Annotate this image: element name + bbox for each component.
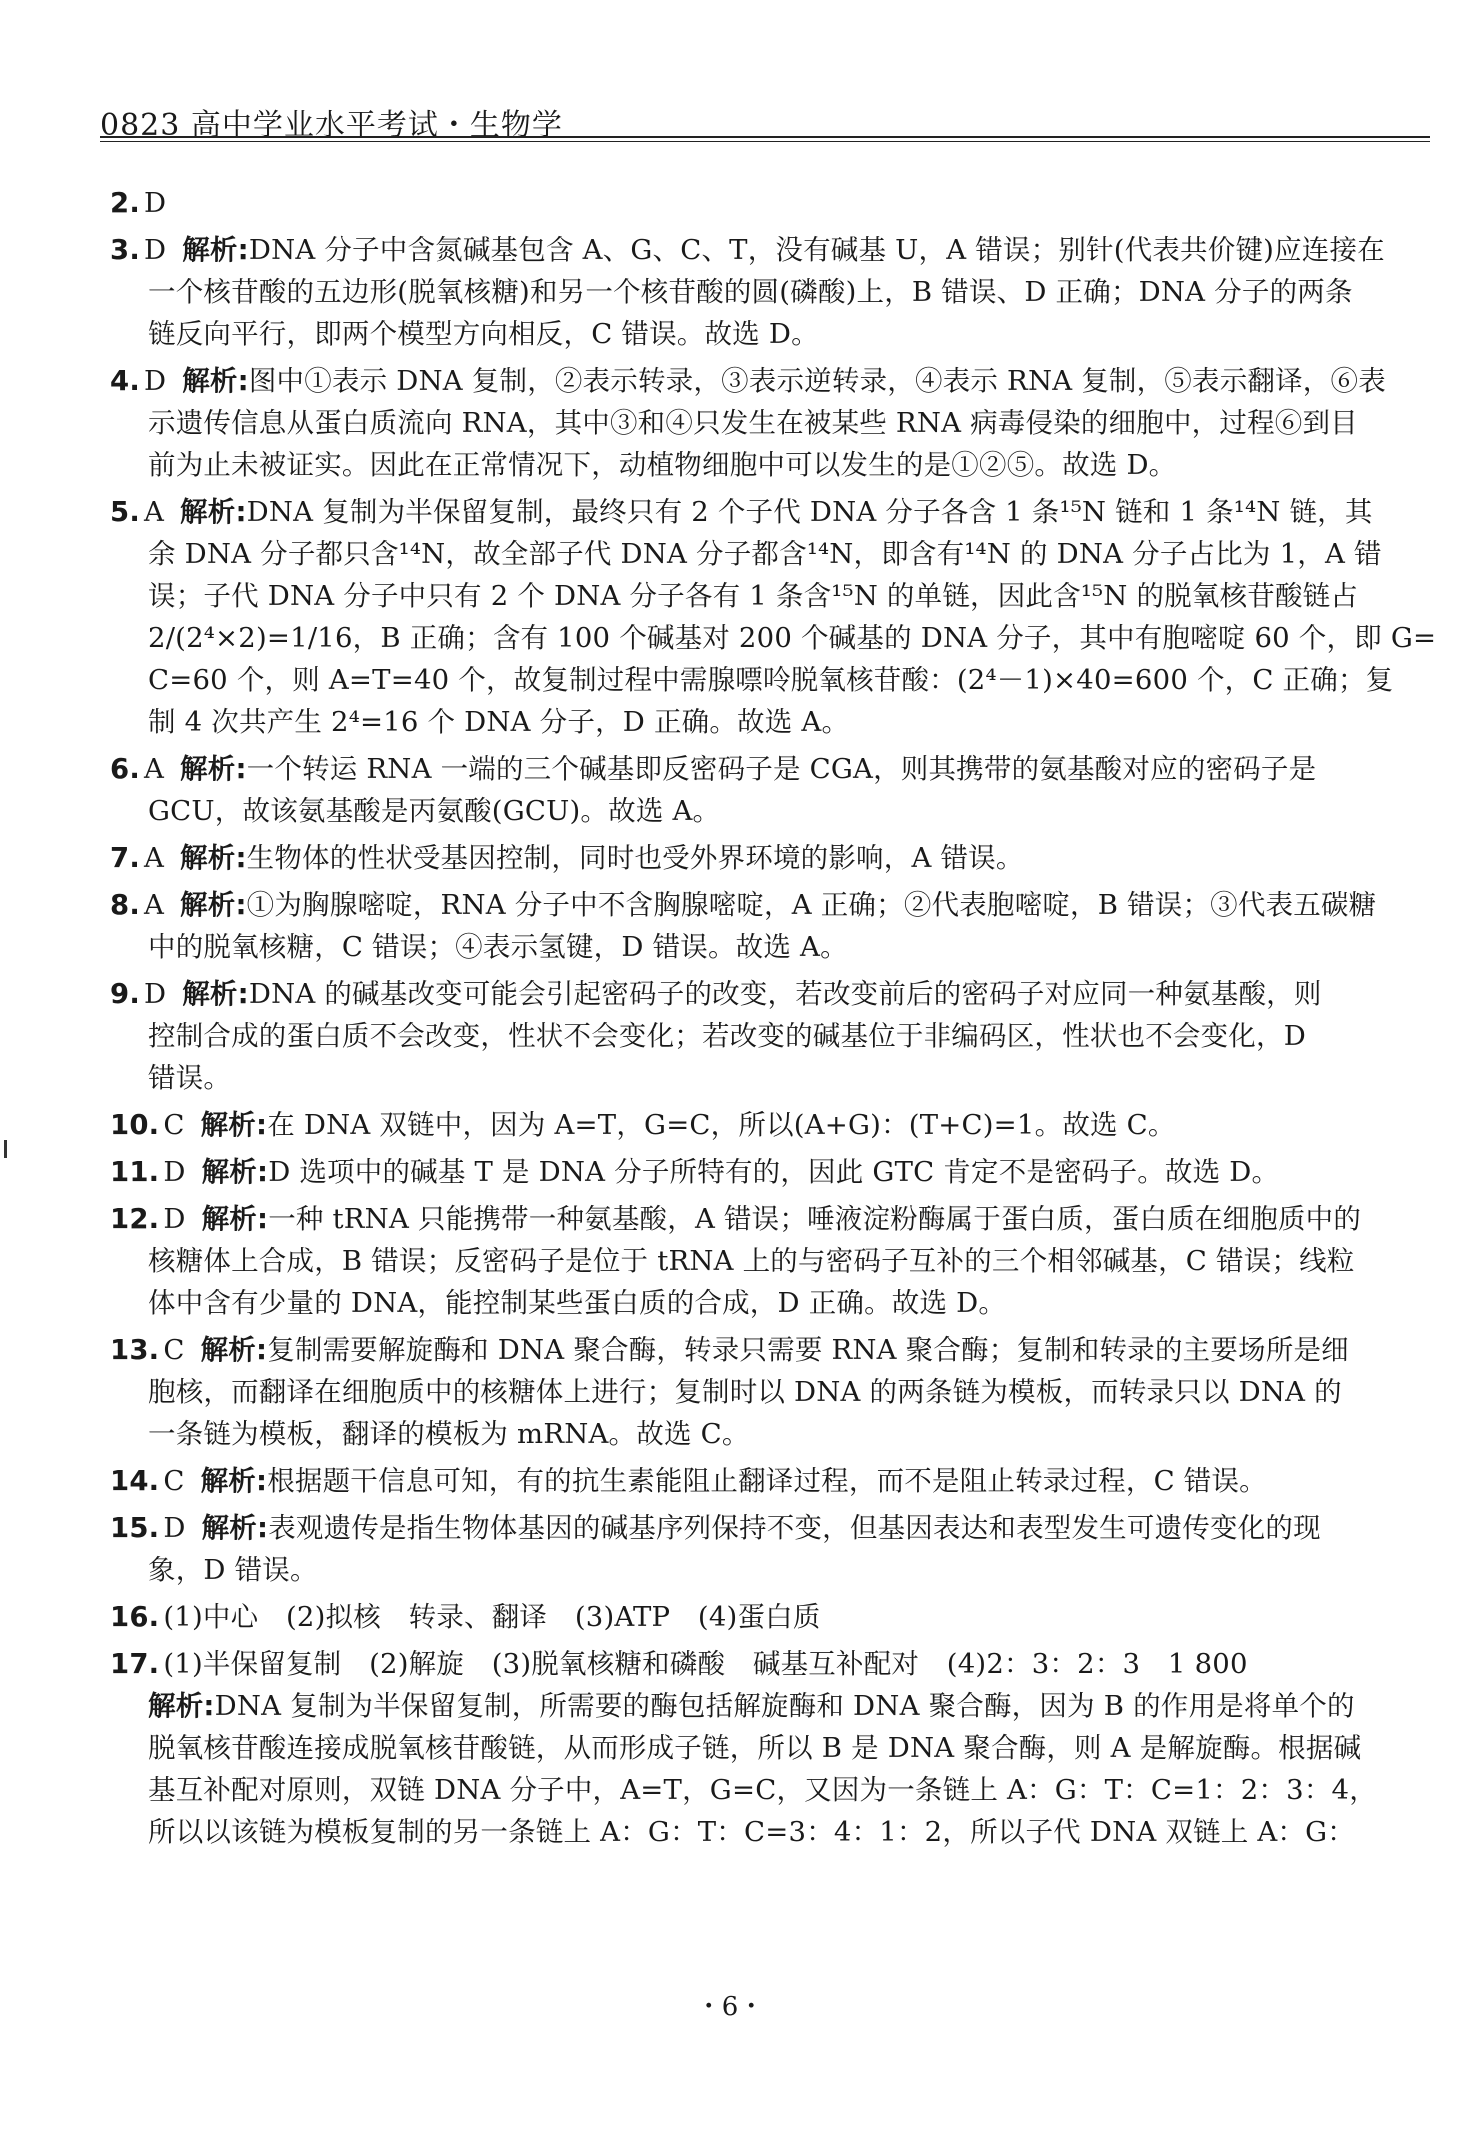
item-number: 13. [110,1334,160,1366]
explanation-line: DNA 分子中含氮碱基包含 A、G、C、T，没有碱基 U，A 错误；别针(代表共价键)应连接在 [248,234,1385,266]
explanation-label: 解析: [200,1465,268,1497]
item-answer: D [163,1512,186,1544]
item-answer: D [143,365,167,397]
explanation-line: 一种 tRNA 只能携带一种氨基酸，A 错误；唾液淀粉酶属于蛋白质，蛋白质在细胞质中的 [268,1203,1362,1235]
page-header: 0823 高中学业水平考试・生物学 [100,108,563,143]
explanation-line: C=60 个，则 A=T=40 个，故复制过程中需腺嘌呤脱氧核苷酸：(2⁴－1)×40=600 个，C 正确；复 [148,664,1394,696]
answer-item [110,1151,1450,1193]
explanation-line: 一个转运 RNA 一端的三个碱基即反密码子是 CGA，则其携带的氨基酸对应的密码子是 [246,753,1317,785]
item-answer: C [163,1465,185,1497]
item-number: 7. [110,842,140,874]
item-answer: A [143,889,165,921]
answer-item [110,1460,1450,1502]
item-answer: A [143,496,165,528]
item-answer: (1)半保留复制 (2)解旋 (3)脱氧核糖和磷酸 碱基互补配对 (4)2：3：2：3 1 800 [163,1648,1248,1680]
explanation-line: 生物体的性状受基因控制，同时也受外界环境的影响，A 错误。 [246,842,1024,874]
answer-item [110,1643,1450,1853]
item-number: 4. [110,365,140,397]
explanation-label: 解析: [182,365,249,397]
answer-item [110,748,1450,832]
item-answer: C [163,1109,185,1141]
explanation-line: 前为止未被证实。因此在正常情况下，动植物细胞中可以发生的是①②⑤。故选 D。 [148,449,1177,481]
item-number: 6. [110,753,140,785]
item-number: 12. [110,1203,160,1235]
explanation-line: 象，D 错误。 [148,1554,318,1586]
header-rule-thick [100,136,1430,138]
answer-item [110,1507,1450,1591]
answer-item [110,884,1450,968]
answer-item [110,1198,1450,1324]
explanation-line: 中的脱氧核糖，C 错误；④表示氢键，D 错误。故选 A。 [148,931,848,963]
item-answer: D [143,187,167,219]
explanation-label: 解析: [180,842,247,874]
explanation-line: GCU，故该氨基酸是丙氨酸(GCU)。故选 A。 [148,795,721,827]
explanation-line: DNA 的碱基改变可能会引起密码子的改变，若改变前后的密码子对应同一种氨基酸，则 [248,978,1322,1010]
explanation-label: 解析: [201,1156,269,1188]
explanation-line: 所以以该链为模板复制的另一条链上 A：G：T：C=3：4：1：2，所以子代 DNA 双链上 A：G： [148,1816,1355,1848]
explanation-label: 解析: [201,1512,269,1544]
header-rule-thin [100,141,1430,142]
explanation-label: 解析: [180,753,247,785]
explanation-line: 图中①表示 DNA 复制，②表示转录，③表示逆转录，④表示 RNA 复制，⑤表示翻译，⑥表 [248,365,1386,397]
page-number: ・6・ [695,1992,765,2022]
item-number: 17. [110,1648,160,1680]
explanation-line: DNA 复制为半保留复制，最终只有 2 个子代 DNA 分子各含 1 条¹⁵N 链和 1 条¹⁴N 链，其 [246,496,1373,528]
explanation-line: D 选项中的碱基 T 是 DNA 分子所特有的，因此 GTC 肯定不是密码子。故选 D。 [268,1156,1280,1188]
explanation-label: 解析: [200,1109,268,1141]
explanation-line: 核糖体上合成，B 错误；反密码子是位于 tRNA 上的与密码子互补的三个相邻碱基，C 错误；线粒 [148,1245,1355,1277]
explanation-label: 解析: [182,978,249,1010]
explanation-line: 余 DNA 分子都只含¹⁴N，故全部子代 DNA 分子都含¹⁴N，即含有¹⁴N 的 DNA 分子占比为 1，A 错 [148,538,1382,570]
answer-item [110,1596,1450,1638]
explanation-line: 在 DNA 双链中，因为 A=T，G=C，所以(A+G)：(T+C)=1。故选 C。 [267,1109,1176,1141]
answer-item [110,491,1450,743]
explanation-line: 制 4 次共产生 2⁴=16 个 DNA 分子，D 正确。故选 A。 [148,706,850,738]
item-answer: D [163,1203,186,1235]
explanation-line: 错误。 [148,1062,232,1094]
item-number: 14. [110,1465,160,1497]
explanation-line: DNA 复制为半保留复制，所需要的酶包括解旋酶和 DNA 聚合酶，因为 B 的作用是将单个的 [214,1690,1355,1722]
explanation-line: 表观遗传是指生物体基因的碱基序列保持不变，但基因表达和表型发生可遗传变化的现 [268,1512,1321,1544]
explanation-line: 根据题干信息可知，有的抗生素能阻止翻译过程，而不是阻止转录过程，C 错误。 [267,1465,1267,1497]
explanation-line: 复制需要解旋酶和 DNA 聚合酶，转录只需要 RNA 聚合酶；复制和转录的主要场所是细 [267,1334,1349,1366]
explanation-first-line [110,1685,1450,1727]
answer-item [110,837,1450,879]
item-answer: A [143,842,165,874]
answer-item [110,1329,1450,1455]
explanation-line: 一条链为模板，翻译的模板为 mRNA。故选 C。 [148,1418,750,1450]
explanation-line: 一个核苷酸的五边形(脱氧核糖)和另一个核苷酸的圆(磷酸)上，B 错误、D 正确；DNA 分子的两条 [148,276,1353,308]
explanation-line: 体中含有少量的 DNA，能控制某些蛋白质的合成，D 正确。故选 D。 [148,1287,1007,1319]
item-number: 10. [110,1109,160,1141]
explanation-line: 控制合成的蛋白质不会改变，性状不会变化；若改变的碱基位于非编码区，性状也不会变化，D [148,1020,1306,1052]
item-number: 15. [110,1512,160,1544]
item-number: 2. [110,187,140,219]
answer-content [110,182,1450,1858]
item-number: 3. [110,234,140,266]
explanation-line: ①为胸腺嘧啶，RNA 分子中不含胸腺嘧啶，A 正确；②代表胞嘧啶，B 错误；③代表五碳糖 [246,889,1377,921]
item-number: 16. [110,1601,160,1633]
item-answer: D [163,1156,186,1188]
answer-item [110,182,1450,224]
answer-item [110,360,1450,486]
explanation-line: 基互补配对原则，双链 DNA 分子中，A=T，G=C，又因为一条链上 A：G：T：C=1：2：3：4， [148,1774,1377,1806]
explanation-line: 误；子代 DNA 分子中只有 2 个 DNA 分子各有 1 条含¹⁵N 的单链，因此含¹⁵N 的脱氧核苷酸链占 [148,580,1359,612]
explanation-label: 解析: [180,889,247,921]
answer-item [110,973,1450,1099]
explanation-label: 解析: [200,1334,268,1366]
explanation-label: 解析: [182,234,249,266]
item-answer: D [143,234,167,266]
item-answer: A [143,753,165,785]
item-answer: (1)中心 (2)拟核 转录、翻译 (3)ATP (4)蛋白质 [163,1601,821,1633]
explanation-label: 解析: [148,1690,215,1722]
explanation-line: 胞核，而翻译在细胞质中的核糖体上进行；复制时以 DNA 的两条链为模板，而转录只以 DNA 的 [148,1376,1342,1408]
explanation-line: 脱氧核苷酸连接成脱氧核苷酸链，从而形成子链，所以 B 是 DNA 聚合酶，则 A 是解旋酶。根据碱 [148,1732,1362,1764]
item-number: 11. [110,1156,160,1188]
explanation-label: 解析: [180,496,247,528]
item-number: 8. [110,889,140,921]
answer-item [110,1104,1450,1146]
item-number: 5. [110,496,140,528]
explanation-label: 解析: [201,1203,269,1235]
explanation-line: 示遗传信息从蛋白质流向 RNA，其中③和④只发生在被某些 RNA 病毒侵染的细胞中，过程⑥到目 [148,407,1358,439]
edge-mark [4,1140,7,1158]
item-answer: D [143,978,167,1010]
item-answer: C [163,1334,185,1366]
answer-item [110,229,1450,355]
item-number: 9. [110,978,140,1010]
explanation-line: 2/(2⁴×2)=1/16，B 正确；含有 100 个碱基对 200 个碱基的 DNA 分子，其中有胞嘧啶 60 个，即 G= [148,622,1437,654]
explanation-line: 链反向平行，即两个模型方向相反，C 错误。故选 D。 [148,318,819,350]
